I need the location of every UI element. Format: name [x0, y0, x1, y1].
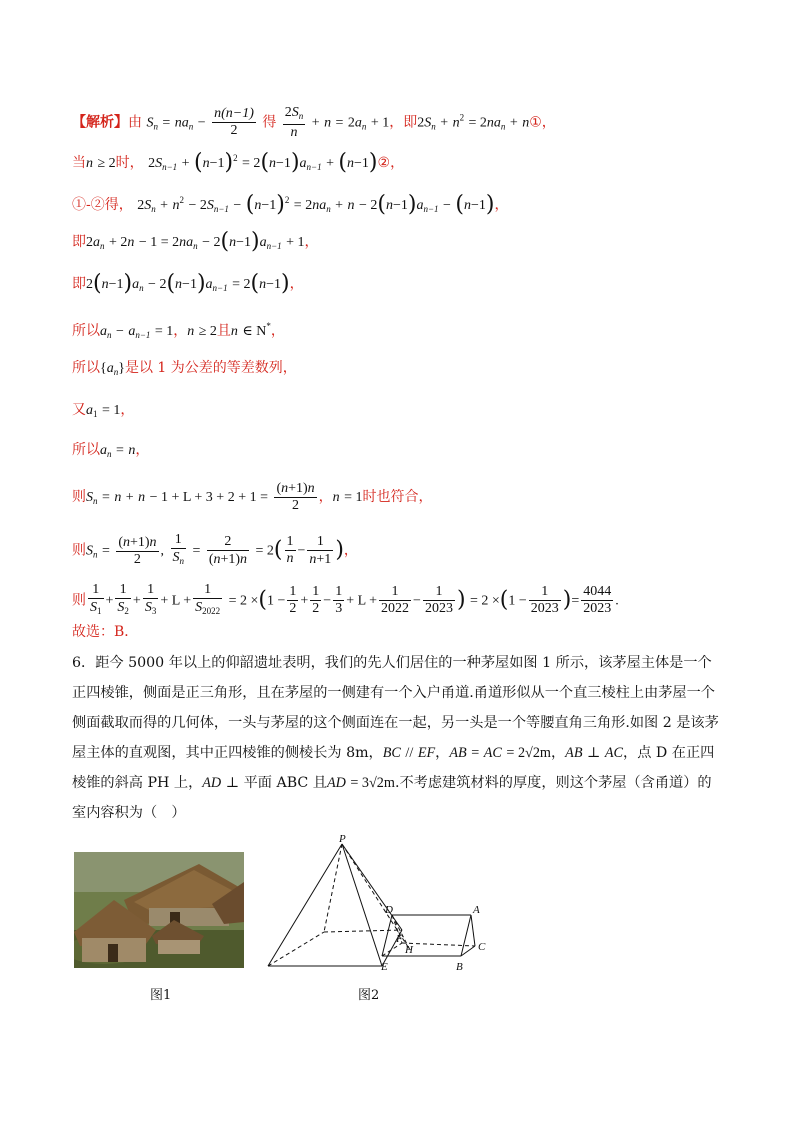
line1-text-c: ，即	[389, 114, 418, 131]
solution-line-4: 即$2a_n + 2n - 1 = 2na_n - 2(n-1)a_{n-1} + 1$，	[72, 229, 319, 254]
question-p1: 距今 5000 年以上的仰韶遗址表明，我们的先人们居住的一种茅屋如图 1 所示，该茅屋主体是一个正四棱锥，侧面是正三角形，且在茅屋的一侧建有一个入户甬道.甬道形似从一个直三棱柱上由茅屋一个侧面截取而得的几何体，一头与茅屋的这个侧面连在一起，另一头是一个等腰直角三角形.如图 2 是该茅屋主体的直观图，其中正四棱锥的侧棱长为 8m，	[72, 655, 719, 761]
label-d: D	[385, 904, 393, 916]
label-h: H	[405, 944, 413, 956]
line2-text-a: 当	[72, 155, 86, 171]
line1-text-b: 得	[262, 114, 277, 131]
line12-text: 则	[72, 592, 86, 609]
solution-line-7: 所以$\{a_n\}$是以 1 为公差的等差数列，	[72, 360, 297, 377]
solution-line-10: 则$S_n = n + n - 1 + L + 3 + 2 + 1$ = $\frac{(n+1)n}{2}$ ，n = 1时也符合，	[72, 481, 433, 513]
solution-line-1: 【解析】由 $S_n = na_n$ − $\frac{n(n-1)}{2}$ 得 $\frac{2S_n}{n}$ + $n = 2a_n + 1$，即$2S_n + n^2 = 2na_n$ + n①，	[72, 105, 556, 140]
hut-photo	[74, 852, 244, 968]
label-p: P	[339, 833, 346, 845]
answer-line: 故选：B．	[72, 624, 139, 640]
question-6: 6．距今 5000 年以上的仰韶遗址表明，我们的先人们居住的一种茅屋如图 1 所示，该茅屋主体是一个正四棱锥，侧面是正三角形，且在茅屋的一侧建有一个入户甬道.甬道形似从一个直三棱柱上由茅屋一个侧面截取而得的几何体，一头与茅屋的这个侧面连在一起，另一头是一个等腰直角三角形.如图 2 是该茅屋主体的直观图，其中正四棱锥的侧棱长为 8m，BC // EF，AB = AC = 2√2m，AB ⊥ AC，点 D 在正四棱锥的斜高 PH 上，AD ⊥ 平面 ABC 且AD = 3√2m.不考虑建筑材料的厚度，则这个茅屋（含甬道）的室内容积为（ ）	[72, 655, 719, 821]
label-a: A	[473, 904, 480, 916]
fig1-caption: 图1	[150, 988, 172, 1003]
solution-line-5: 即$2(n-1)a_n - 2(n-1)a_{n-1} = 2(n-1)$，	[72, 271, 304, 296]
question-p2: ，点 D 在正四棱锥的斜高 PH 上，	[72, 745, 715, 791]
line6-text-b: 且	[216, 323, 231, 339]
solution-line-9: 所以$a_n = n$，	[72, 442, 150, 459]
solution-tag: 【解析】	[72, 114, 128, 131]
line11-text: 则	[72, 542, 86, 559]
hut-photo-illustration	[74, 852, 244, 968]
line1-text-a: 由	[128, 114, 142, 131]
solution-line-12: 则 $\frac{1}{S_1}$ + $\frac{1}{S_2}$ + $\frac{1}{S_3}$ + L + $\frac{1}{S_{2022}}$ = 2 ×(1 − $\frac{1}{2}$ + $\frac{1}{2}$ − $\frac{1}{3}$ + L + $\frac{1}{2022}$ − $\frac{1}{2023}$ ) = 2 ×(1 − $\frac{1}{2023}$ )= $\frac{4044}{2023}$ .	[72, 582, 619, 616]
circle-2: ②	[377, 155, 391, 171]
line2-text-b: 时，	[115, 155, 144, 171]
label-c: C	[478, 941, 486, 953]
line4-text: 即	[72, 234, 86, 250]
question-number: 6．	[72, 655, 96, 671]
label-f: F	[396, 933, 403, 945]
solution-line-2: 当n ≥ 2时， $2S_{n-1} + (n-1)^2 = 2(n-1)a_{n-1}$ + (n−1)②，	[72, 150, 405, 175]
line3-text: ①-②得，	[72, 197, 133, 213]
solution-line-3: ①-②得， $2S_n + n^2 - 2S_{n-1} - (n-1)^2 = 2na_n + n - 2(n-1)a_{n-1} - (n-1)$，	[72, 192, 509, 217]
line7-text-a: 所以	[72, 360, 100, 376]
line10-text-a: 则	[72, 489, 86, 505]
label-e: E	[381, 961, 388, 973]
question-p3: 平面 ABC 且	[243, 775, 327, 791]
pyramid-diagram	[264, 832, 496, 980]
line6-text-a: 所以	[72, 323, 100, 339]
line7-text-b: 是以 1 为公差的等差数列	[124, 360, 283, 376]
line10-text-b: 时也符合	[362, 489, 419, 505]
label-b: B	[456, 961, 463, 973]
fig2-caption: 图2	[358, 988, 380, 1003]
question-p4: .不考虑建筑材料的厚度，则这个茅屋（含甬道）的室内容积为（ ）	[72, 775, 712, 821]
line8-text: 又	[72, 402, 86, 418]
line5-text: 即	[72, 276, 86, 292]
circle-1: ①	[529, 114, 542, 131]
solution-line-8: 又$a_1 = 1$，	[72, 402, 135, 419]
solution-line-6: 所以$a_n - a_{n-1} = 1$，n ≥ 2且n ∈ N*，	[72, 321, 285, 340]
solution-line-11: 则$S_n$ = $\frac{(n+1)n}{2}$ , $\frac{1}{S_n}$ = $\frac{2}{(n+1)n}$ = 2( $\frac{1}{n}$ − $\frac{1}{n+1}$ )，	[72, 532, 358, 567]
line9-text: 所以	[72, 442, 100, 458]
